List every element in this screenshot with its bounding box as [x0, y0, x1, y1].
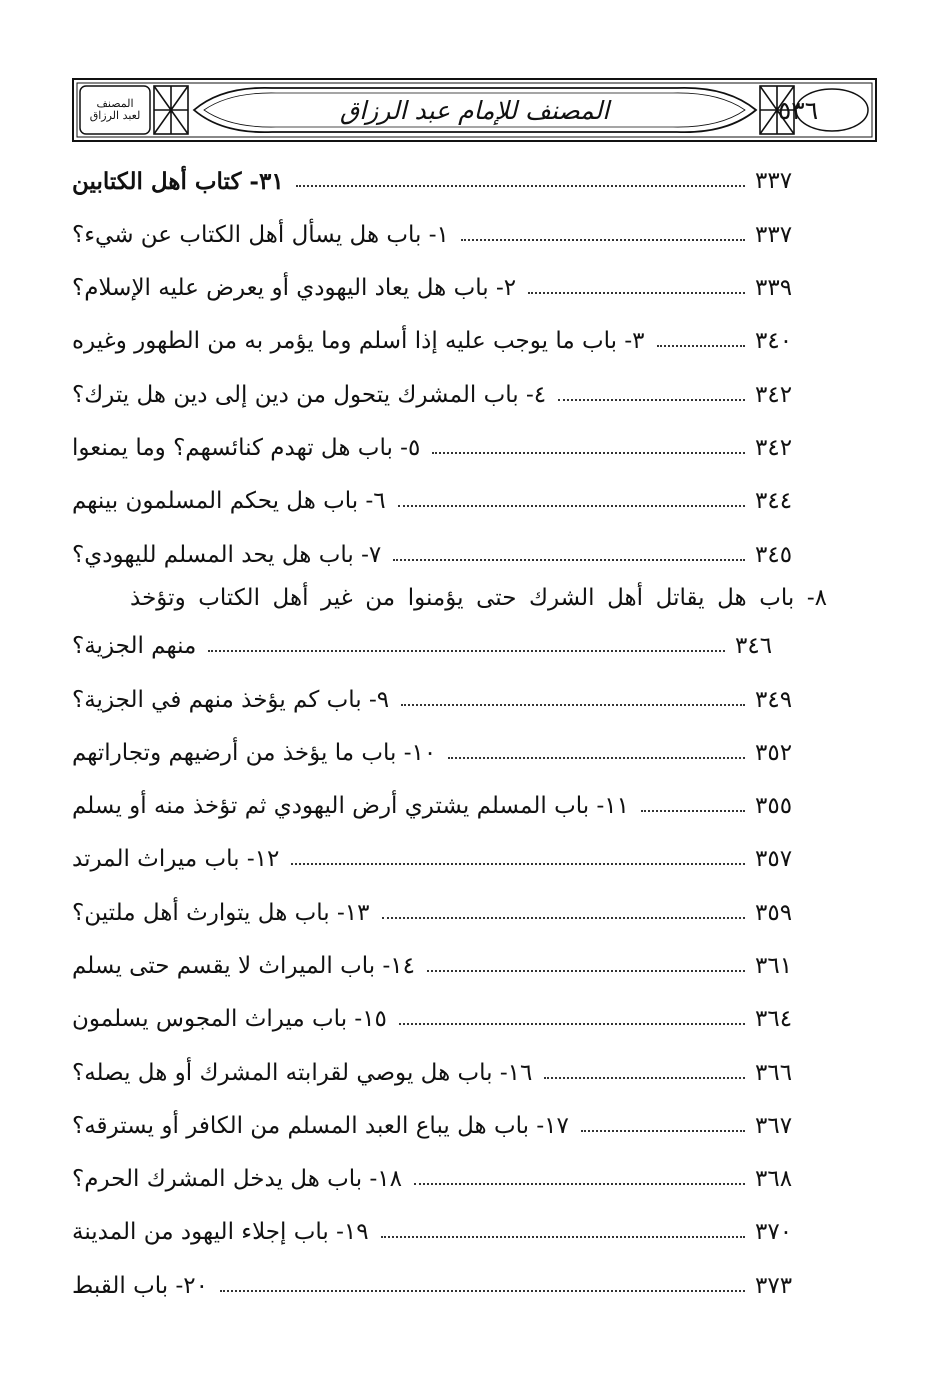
dot-leader	[208, 650, 725, 652]
toc-entry-page: ٣٤٩	[755, 687, 793, 713]
dot-leader	[581, 1130, 745, 1132]
dot-leader	[427, 970, 745, 972]
toc-entry-title: ١- باب هل يسأل أهل الكتاب عن شيء؟	[72, 222, 449, 248]
toc-entry[interactable]	[72, 1053, 827, 1093]
toc-entry-page: ٣٤٤	[755, 488, 793, 514]
toc-entry-page: ٣٥٥	[755, 793, 793, 819]
toc-entry-title: ١٤- باب الميراث لا يقسم حتى يسلم	[72, 953, 415, 979]
toc-entry-title: ٥- باب هل تهدم كنائسهم؟ وما يمنعوا	[72, 435, 421, 461]
toc-entry[interactable]	[72, 1212, 827, 1252]
dot-leader	[414, 1183, 745, 1185]
toc-entry-page: ٣٤٢	[755, 435, 793, 461]
toc-entry-page: ٣٥٩	[755, 900, 793, 926]
toc-entry-page: ٣٦١	[755, 953, 793, 979]
dot-leader	[432, 452, 745, 454]
toc-entry[interactable]	[72, 375, 827, 415]
toc-entry-title: ١٩- باب إجلاء اليهود من المدينة	[72, 1219, 369, 1245]
toc-entry[interactable]	[72, 428, 827, 468]
toc-entry[interactable]	[72, 839, 827, 879]
dot-leader	[558, 399, 745, 401]
toc-entry-page: ٣٦٨	[755, 1166, 793, 1192]
toc-entry-page: ٣٧٣	[755, 1273, 793, 1299]
toc-entry[interactable]	[72, 893, 827, 933]
toc-entry-title: ٤- باب المشرك يتحول من دين إلى دين هل يترك؟	[72, 382, 547, 408]
toc-entry-title: ١٢- باب ميراث المرتد	[72, 846, 280, 872]
page-number: ٥٣٦	[777, 95, 819, 125]
toc-entry-page: ٣٧٠	[755, 1219, 793, 1245]
dot-leader	[544, 1077, 745, 1079]
toc-entry-title: ٣- باب ما يوجب عليه إذا أسلم وما يؤمر به من الطهور وغيره	[72, 328, 645, 354]
toc-entry[interactable]	[72, 268, 827, 308]
dot-leader	[398, 505, 745, 507]
toc-entry-title: ٣١- كتاب أهل الكتابين	[72, 167, 284, 195]
emblem-text: المصنف لعبد الرزاق	[89, 97, 141, 122]
dot-leader	[291, 863, 745, 865]
toc-entry[interactable]	[72, 626, 807, 666]
toc-entry[interactable]	[72, 786, 827, 826]
toc-entry-book-title[interactable]	[72, 161, 827, 201]
toc-entry-title: ١٥- باب ميراث المجوس يسلمون	[72, 1006, 387, 1032]
toc-entry[interactable]	[72, 215, 827, 255]
toc-entry[interactable]	[72, 1159, 827, 1199]
toc-entry[interactable]	[72, 321, 827, 361]
dot-leader	[528, 292, 745, 294]
toc-entry-page: ٣٤٥	[755, 542, 793, 568]
dot-leader	[381, 1236, 745, 1238]
toc-entry-title: ١٣- باب هل يتوارث أهل ملتين؟	[72, 900, 370, 926]
running-header	[72, 78, 877, 142]
toc-entry-page: ٣٦٦	[755, 1060, 793, 1086]
toc-entry-page: ٣٥٢	[755, 740, 793, 766]
toc-entry-title: ١٦- باب هل يوصي لقرابته المشرك أو هل يصله؟	[72, 1060, 533, 1086]
toc-entry[interactable]	[72, 1266, 827, 1306]
toc-entry-page: ٣٦٧	[755, 1113, 793, 1139]
running-title: المصنف للإمام عبد الرزاق	[339, 95, 610, 125]
toc-entry-title: ٧- باب هل يحد المسلم لليهودي؟	[72, 542, 382, 568]
toc-entry-page: ٣٤٠	[755, 328, 793, 354]
toc-entry-page: ٣٣٧	[755, 168, 793, 194]
toc-entry-page: ٣٣٩	[755, 275, 793, 301]
toc-entry-page: ٣٥٧	[755, 846, 793, 872]
toc-entry[interactable]	[72, 481, 827, 521]
toc-entry-title: ٦- باب هل يحكم المسلمون بينهم	[72, 488, 386, 514]
toc-entry-title: ١٨- باب هل يدخل المشرك الحرم؟	[72, 1166, 403, 1192]
dot-leader	[401, 704, 745, 706]
dot-leader	[448, 757, 745, 759]
toc-entry-title: ٢٠- باب القبط	[72, 1273, 208, 1299]
dot-leader	[382, 917, 746, 919]
dot-leader	[296, 185, 745, 187]
toc-entry[interactable]	[72, 680, 827, 720]
dot-leader	[641, 810, 745, 812]
toc-entry[interactable]	[72, 1106, 827, 1146]
toc-entry-page: ٣٤٦	[735, 633, 773, 659]
toc-entry-title-line1[interactable]: ٨- باب هل يقاتل أهل الشرك حتى يؤمنوا من غير أهل الكتاب وتؤخذ	[130, 585, 827, 611]
toc-entry[interactable]	[72, 535, 827, 575]
dot-leader	[657, 345, 745, 347]
toc-entry-page: ٣٤٢	[755, 382, 793, 408]
dot-leader	[220, 1290, 745, 1292]
dot-leader	[393, 559, 745, 561]
toc-entry-title: ٩- باب كم يؤخذ منهم في الجزية؟	[72, 687, 390, 713]
toc-entry[interactable]	[72, 999, 827, 1039]
toc-entry-title: ٢- باب هل يعاد اليهودي أو يعرض عليه الإسلام؟	[72, 275, 517, 301]
toc-entry-title: ١٧- باب هل يباع العبد المسلم من الكافر أو يسترقه؟	[72, 1113, 569, 1139]
dot-leader	[461, 239, 745, 241]
toc-entry-title: ١٠- باب ما يؤخذ من أرضيهم وتجاراتهم	[72, 740, 437, 766]
toc-entry-page: ٣٣٧	[755, 222, 793, 248]
toc-entry[interactable]	[72, 946, 827, 986]
dot-leader	[399, 1023, 745, 1025]
toc-entry-page: ٣٦٤	[755, 1006, 793, 1032]
toc-entry-title: منهم الجزية؟	[72, 633, 197, 659]
toc-entry[interactable]	[72, 733, 827, 773]
toc-entry-title: ١١- باب المسلم يشتري أرض اليهودي ثم تؤخذ منه أو يسلم	[72, 793, 629, 819]
